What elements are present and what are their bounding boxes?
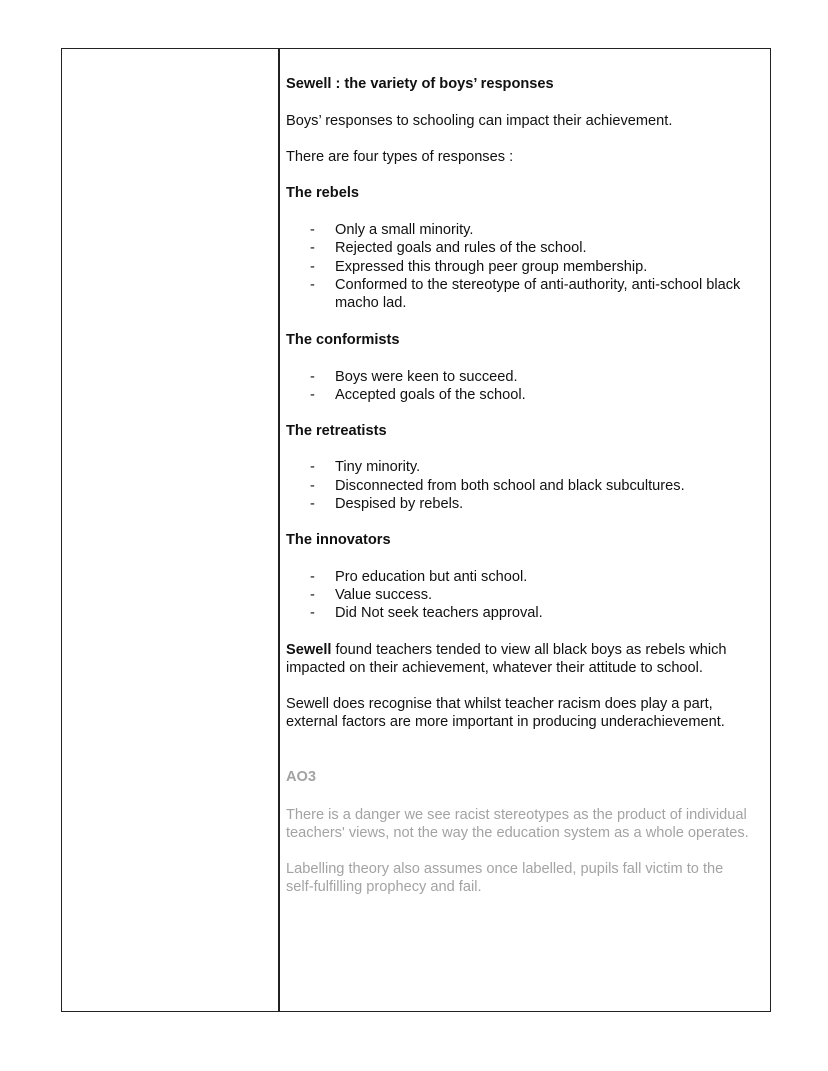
list-item: Despised by rebels. <box>335 496 464 512</box>
bullet-dash: - <box>310 387 315 403</box>
paragraph: external factors are more important in producing underachievement. <box>286 714 725 730</box>
ao3-paragraph: There is a danger we see racist stereotypes as the product of individual <box>286 807 747 823</box>
ao3-paragraph: Labelling theory also assumes once labelled, pupils fall victim to the <box>286 861 724 877</box>
text: found teachers tended to view all black boys as rebels which <box>331 642 727 658</box>
paragraph: There are four types of responses : <box>286 149 514 165</box>
column-divider <box>278 48 280 1012</box>
list-item: Value success. <box>335 587 433 603</box>
list-item: Boys were keen to succeed. <box>335 369 518 385</box>
bullet-dash: - <box>310 259 315 275</box>
bold-name: Sewell <box>286 642 332 658</box>
list-item: Rejected goals and rules of the school. <box>335 240 587 256</box>
bullet-dash: - <box>310 587 315 603</box>
bullet-dash: - <box>310 496 315 512</box>
bullet-dash: - <box>310 459 315 475</box>
list-item: Did Not seek teachers approval. <box>335 605 543 621</box>
bullet-dash: - <box>310 222 315 238</box>
section-title: Sewell : the variety of boys’ responses <box>286 76 554 92</box>
list-item: macho lad. <box>335 295 407 311</box>
list-item: Accepted goals of the school. <box>335 387 526 403</box>
ao3-paragraph: teachers' views, not the way the education system as a whole operates. <box>286 825 749 841</box>
paragraph: Sewell does recognise that whilst teacher racism does play a part, <box>286 696 713 712</box>
list-item: Disconnected from both school and black subcultures. <box>335 478 685 494</box>
bullet-dash: - <box>310 369 315 385</box>
list-item: Only a small minority. <box>335 222 474 238</box>
ao3-heading: AO3 <box>286 769 317 785</box>
paragraph: impacted on their achievement, whatever their attitude to school. <box>286 660 703 676</box>
bullet-dash: - <box>310 569 315 585</box>
bullet-dash: - <box>310 277 315 293</box>
list-item: Pro education but anti school. <box>335 569 528 585</box>
list-item: Tiny minority. <box>335 459 421 475</box>
subheading: The innovators <box>286 532 391 548</box>
list-item: Conformed to the stereotype of anti-authority, anti-school black <box>335 277 741 293</box>
bullet-dash: - <box>310 605 315 621</box>
paragraph: Boys’ responses to schooling can impact their achievement. <box>286 113 673 129</box>
list-item: Expressed this through peer group membership. <box>335 259 648 275</box>
ao3-paragraph: self-fulfilling prophecy and fail. <box>286 879 482 895</box>
subheading: The rebels <box>286 185 359 201</box>
subheading: The conformists <box>286 332 400 348</box>
bullet-dash: - <box>310 478 315 494</box>
subheading: The retreatists <box>286 423 387 439</box>
paragraph <box>286 641 727 659</box>
bullet-dash: - <box>310 240 315 256</box>
